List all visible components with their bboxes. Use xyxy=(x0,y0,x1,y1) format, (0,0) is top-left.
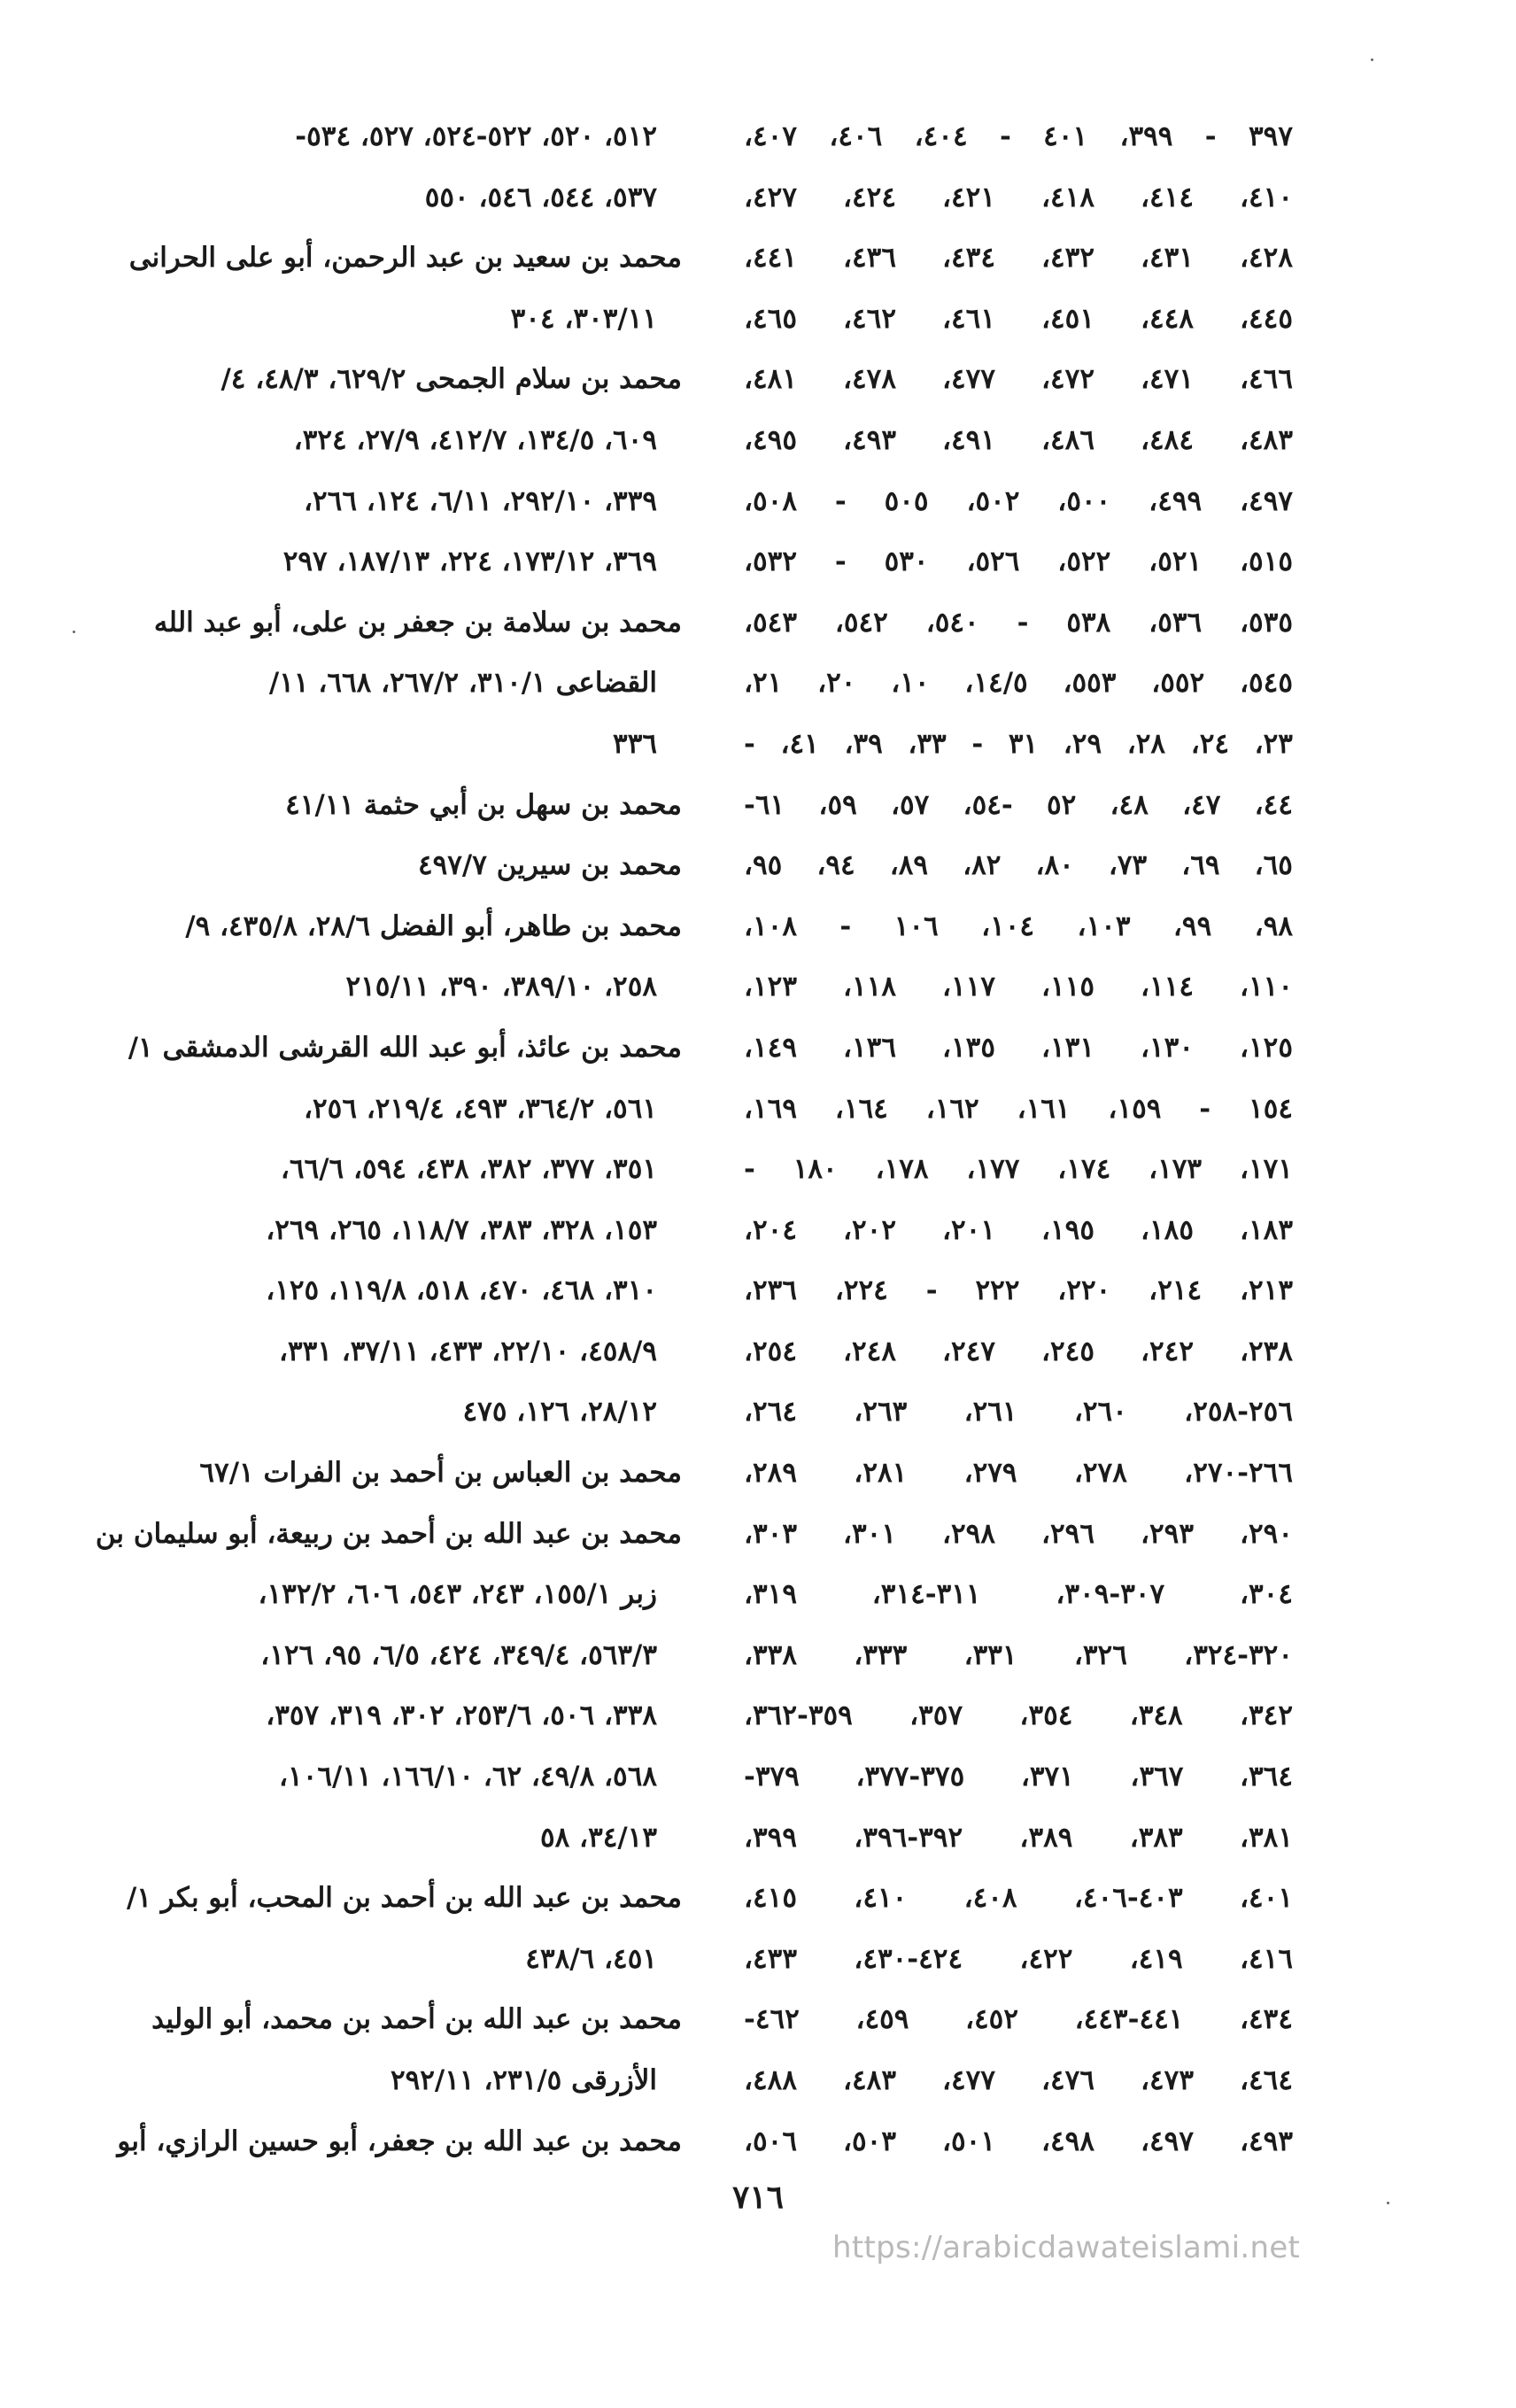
index-line: ٦٥، ٦٩، ٧٣، ٨٠، ٨٢، ٨٩، ٩٤، ٩٥، xyxy=(744,849,1293,882)
index-line: ١٢٥، ١٣٠، ١٣١، ١٣٥، ١٣٦، ١٤٩، xyxy=(744,1031,1293,1064)
index-line: ١٨٣، ١٨٥، ١٩٥، ٢٠١، ٢٠٢، ٢٠٤، xyxy=(744,1213,1293,1246)
index-line: ٤٨٣، ٤٨٤، ٤٨٦، ٤٩١، ٤٩٣، ٤٩٥، xyxy=(744,423,1293,456)
index-entry-heading: محمد بن عبد الله بن أحمد بن المحب، أبو بكر ١/ xyxy=(127,1882,682,1915)
index-line: ٤٠١، ٤٠٣-٤٠٦، ٤٠٨، ٤١٠، ٤١٥، xyxy=(744,1882,1293,1915)
index-line: ٣٦٤، ٣٦٧، ٣٧١، ٣٧٥-٣٧٧، ٣٧٩- xyxy=(744,1761,1293,1793)
watermark-url: https://arabicdawateislami.net xyxy=(832,2230,1301,2265)
index-line: ٣٢٠-٣٢٤، ٣٢٦، ٣٣١، ٣٣٣، ٣٣٨، xyxy=(744,1638,1293,1671)
index-line: ٤١٦، ٤١٩، ٤٢٢، ٤٢٤-٤٣٠، ٤٣٣، xyxy=(744,1942,1293,1975)
index-line: ٣٩٧ - ٣٩٩، ٤٠١ - ٤٠٤، ٤٠٦، ٤٠٧، xyxy=(744,120,1293,152)
index-line: ٤٢٨، ٤٣١، ٤٣٢، ٤٣٤، ٤٣٦، ٤٤١، xyxy=(744,242,1293,275)
index-line: ٢١٣، ٢١٤، ٢٢٠، ٢٢٢ - ٢٢٤، ٢٣٦، xyxy=(744,1274,1293,1307)
index-line-continuation: الأزرقى ٢٣١/٥، ٢٩٢/١١ xyxy=(390,2064,657,2096)
index-line-continuation: ٥٦٨، ٤٩/٨، ٦٢، ١٦٦/١٠، ١٠٦/١١، xyxy=(279,1761,657,1793)
index-line-continuation: ٤٥٨/٩، ٢٢/١٠، ٤٣٣، ٣٧/١١، ٣٣١، xyxy=(279,1335,657,1367)
index-entry-heading: محمد بن طاهر، أبو الفضل ٢٨/٦، ٤٣٥/٨، ٩/ xyxy=(185,910,682,942)
index-entry-heading: محمد بن سعيد بن عبد الرحمن، أبو على الحرانى xyxy=(128,242,682,275)
index-line: ٢٩٠، ٢٩٣، ٢٩٦، ٢٩٨، ٣٠١، ٣٠٣، xyxy=(744,1517,1293,1550)
index-line: ١٧١، ١٧٣، ١٧٤، ١٧٧، ١٧٨، ١٨٠ - xyxy=(744,1153,1293,1186)
index-line-continuation: ٣٣٩، ٢٩٢/١٠، ٦/١١، ١٢٤، ٢٦٦، xyxy=(304,484,657,517)
index-line: ٤٤، ٤٧، ٤٨، ٥٢ -٥٤، ٥٧، ٥٩، ٦١- xyxy=(744,788,1293,821)
index-line-continuation: ٥٣٧، ٥٤٤، ٥٤٦، ٥٥٠ xyxy=(424,181,657,213)
index-line-continuation: ٤٥١، ٤٣٨/٦ xyxy=(525,1942,657,1975)
index-column-right xyxy=(744,106,1293,2172)
index-line-continuation: ٦٠٩، ١٣٤/٥، ٤١٢/٧، ٢٧/٩، ٣٢٤، xyxy=(293,423,657,456)
index-entry-heading: محمد بن سلام الجمحى ٦٢٩/٢، ٤٨/٣، ٤/ xyxy=(220,363,682,396)
index-line: ٤١٠، ٤١٤، ٤١٨، ٤٢١، ٤٢٤، ٤٢٧، xyxy=(744,181,1293,213)
index-entry-heading: محمد بن عبد الله بن أحمد بن ربيعة، أبو سليمان بن xyxy=(95,1517,682,1550)
index-line: ٤٦٦، ٤٧١، ٤٧٢، ٤٧٧، ٤٧٨، ٤٨١، xyxy=(744,363,1293,396)
index-line: ٢٣٨، ٢٤٢، ٢٤٥، ٢٤٧، ٢٤٨، ٢٥٤، xyxy=(744,1335,1293,1367)
index-line: ٤٩٧، ٤٩٩، ٥٠٠، ٥٠٢، ٥٠٥ - ٥٠٨، xyxy=(744,484,1293,517)
index-line: ٥٤٥، ٥٥٢، ٥٥٣، ١٤/٥، ١٠، ٢٠، ٢١، xyxy=(744,667,1293,700)
index-entry-heading: محمد بن عائذ، أبو عبد الله القرشى الدمشقى ١/ xyxy=(128,1031,682,1064)
index-entry-heading: محمد بن سهل بن أبي حثمة ٤١/١١ xyxy=(285,788,682,821)
index-line: ٣٤٢، ٣٤٨، ٣٥٤، ٣٥٧، ٣٥٩-٣٦٢، xyxy=(744,1700,1293,1732)
index-line-continuation: ٣٥١، ٣٧٧، ٣٨٢، ٤٣٨، ٥٩٤، ٦٦/٦، xyxy=(280,1153,657,1186)
index-line-continuation: ٥٦٣/٣، ٣٤٩/٤، ٤٢٤، ٦/٥، ٩٥، ١٢٦، xyxy=(260,1638,657,1671)
index-line-continuation: ٣٠٣/١١، ٣٠٤ xyxy=(510,302,657,335)
index-line-continuation: ٢٨/١٢، ١٢٦، ٤٧٥ xyxy=(462,1396,657,1429)
index-line: ٤٤٥، ٤٤٨، ٤٥١، ٤٦١، ٤٦٢، ٤٦٥، xyxy=(744,302,1293,335)
page-number: ٧١٦ xyxy=(731,2179,784,2216)
scan-speck xyxy=(1371,58,1373,61)
index-line: ٥٣٥، ٥٣٦، ٥٣٨ - ٥٤٠، ٥٤٢، ٥٤٣، xyxy=(744,606,1293,639)
index-line: ٩٨، ٩٩، ١٠٣، ١٠٤، ١٠٦ - ١٠٨، xyxy=(744,910,1293,942)
index-line-continuation: القضاعى ٣١٠/١، ٢٦٧/٢، ٦٦٨، ١١/ xyxy=(268,667,657,700)
index-line-continuation: ٥١٢، ٥٢٠، ٥٢٢-٥٢٤، ٥٢٧، ٥٣٤- xyxy=(295,120,657,152)
index-line: ٤٩٣، ٤٩٧، ٤٩٨، ٥٠١، ٥٠٣، ٥٠٦، xyxy=(744,2125,1293,2157)
index-entry-heading: محمد بن عبد الله بن أحمد بن محمد، أبو الوليد xyxy=(151,2003,682,2036)
index-entry-heading: محمد بن عبد الله بن جعفر، أبو حسين الرازي، أبو xyxy=(117,2125,682,2157)
index-line-continuation: ٣٦٩، ١٧٣/١٢، ٢٢٤، ١٨٧/١٣، ٢٩٧ xyxy=(282,546,657,578)
index-line: ١٥٤ - ١٥٩، ١٦١، ١٦٢، ١٦٤، ١٦٩، xyxy=(744,1092,1293,1125)
index-line: ٢٦٦-٢٧٠، ٢٧٨، ٢٧٩، ٢٨١، ٢٨٩، xyxy=(744,1457,1293,1490)
index-line-continuation: زبر ١٥٥/١، ٢٤٣، ٥٤٣، ٦٠٦، ١٣٢/٢، xyxy=(258,1578,657,1611)
scan-speck xyxy=(73,631,75,633)
index-line: ١١٠، ١١٤، ١١٥، ١١٧، ١١٨، ١٢٣، xyxy=(744,971,1293,1003)
index-entry-heading: محمد بن سيرين ٤٩٧/٧ xyxy=(417,849,682,882)
index-line: ٣٨١، ٣٨٣، ٣٨٩، ٣٩٢-٣٩٦، ٣٩٩، xyxy=(744,1821,1293,1854)
scan-speck xyxy=(1387,2202,1389,2204)
index-line: ٥١٥، ٥٢١، ٥٢٢، ٥٢٦، ٥٣٠ - ٥٣٢، xyxy=(744,546,1293,578)
index-entry-heading: محمد بن العباس بن أحمد بن الفرات ٦٧/١ xyxy=(199,1457,682,1490)
index-line: ٣٠٤، ٣٠٧-٣٠٩، ٣١١-٣١٤، ٣١٩، xyxy=(744,1578,1293,1611)
index-line-continuation: ٣٣٨، ٥٠٦، ٢٥٣/٦، ٣٠٢، ٣١٩، ٣٥٧، xyxy=(266,1700,657,1732)
index-line: ٤٣٤، ٤٤١-٤٤٣، ٤٥٢، ٤٥٩، ٤٦٢- xyxy=(744,2003,1293,2036)
index-line: ٢٣، ٢٤، ٢٨، ٢٩، ٣١ - ٣٣، ٣٩، ٤١، - xyxy=(744,727,1293,760)
index-line-continuation: ٥٦١، ٣٦٤/٢، ٤٩٣، ٢١٩/٤، ٢٥٦، xyxy=(304,1092,657,1125)
index-line-continuation: ٢٥٨، ٣٨٩/١٠، ٣٩٠، ٢١٥/١١ xyxy=(345,971,657,1003)
index-line-continuation: ٣٣٦ xyxy=(613,727,657,760)
index-column-left xyxy=(62,106,682,2172)
index-line: ٤٦٤، ٤٧٣، ٤٧٦، ٤٧٧، ٤٨٣، ٤٨٨، xyxy=(744,2064,1293,2096)
index-entry-heading: محمد بن سلامة بن جعفر بن على، أبو عبد الله xyxy=(153,606,682,639)
index-line: ٢٥٦-٢٥٨، ٢٦٠، ٢٦١، ٢٦٣، ٢٦٤، xyxy=(744,1396,1293,1429)
index-line-continuation: ٣١٠، ٤٦٨، ٤٧٠، ٥١٨، ١١٩/٨، ١٢٥، xyxy=(266,1274,657,1307)
index-line-continuation: ٣٤/١٣، ٥٨ xyxy=(539,1821,657,1854)
index-line-continuation: ١٥٣، ٣٢٨، ٣٨٣، ١١٨/٧، ٢٦٥، ٢٦٩، xyxy=(266,1213,657,1246)
